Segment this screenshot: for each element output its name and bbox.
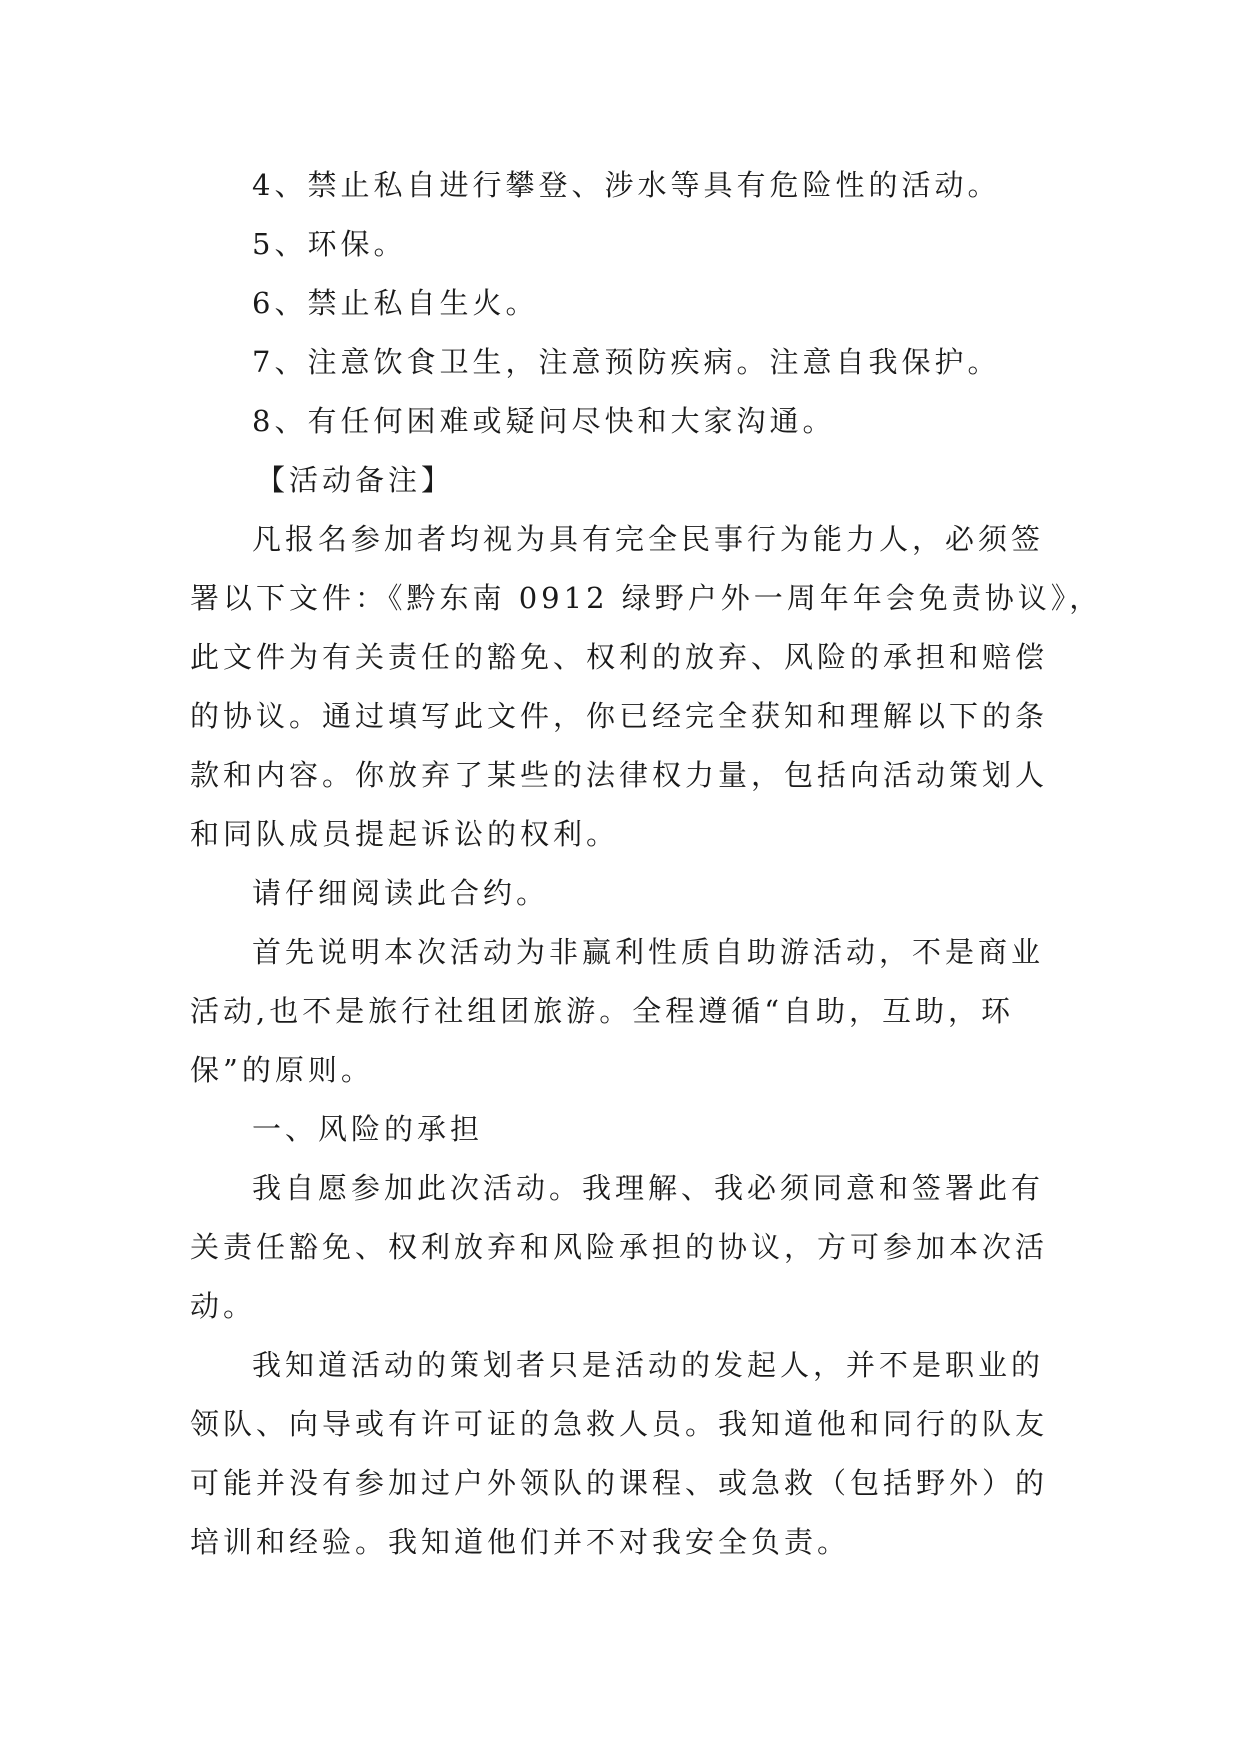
paragraph-line: 的协议。通过填写此文件，你已经完全获知和理解以下的条 (190, 699, 1049, 733)
rule-item-4: 4、禁止私自进行攀登、涉水等具有危险性的活动。 (252, 168, 1001, 202)
paragraph-line: 可能并没有参加过户外领队的课程、或急救（包括野外）的 (190, 1466, 1049, 1500)
paragraph-line: 领队、向导或有许可证的急救人员。我知道他和同行的队友 (190, 1407, 1049, 1441)
paragraph-line: 动。 (190, 1289, 257, 1323)
paragraph-line: 我自愿参加此次活动。我理解、我必须同意和签署此有 (252, 1171, 1045, 1205)
paragraph-line: 和同队成员提起诉讼的权利。 (190, 817, 620, 851)
paragraph-line: 凡报名参加者均视为具有完全民事行为能力人，必须签 (252, 522, 1045, 556)
rule-item-5: 5、环保。 (252, 227, 407, 261)
section-heading-activity-notes: 【活动备注】 (256, 463, 455, 497)
paragraph-line: 款和内容。你放弃了某些的法律权力量，包括向活动策划人 (190, 758, 1049, 792)
paragraph-line: 关责任豁免、权利放弃和风险承担的协议，方可参加本次活 (190, 1230, 1049, 1264)
paragraph-line: 活动,也不是旅行社组团旅游。全程遵循“自助，互助，环 (190, 994, 1015, 1028)
paragraph-line: 此文件为有关责任的豁免、权利的放弃、风险的承担和赔偿 (190, 640, 1049, 674)
section-heading-risk: 一、风险的承担 (252, 1112, 484, 1146)
paragraph-line: 首先说明本次活动为非赢利性质自助游活动，不是商业 (252, 935, 1045, 969)
paragraph-line: 培训和经验。我知道他们并不对我安全负责。 (190, 1525, 851, 1559)
paragraph-line: 请仔细阅读此合约。 (252, 876, 550, 910)
rule-item-6: 6、禁止私自生火。 (252, 286, 539, 320)
rule-item-8: 8、有任何困难或疑问尽快和大家沟通。 (252, 404, 836, 438)
paragraph-line: 保”的原则。 (190, 1053, 374, 1087)
rule-item-7: 7、注意饮食卫生，注意预防疾病。注意自我保护。 (252, 345, 1001, 379)
paragraph-line: 我知道活动的策划者只是活动的发起人，并不是职业的 (252, 1348, 1045, 1382)
paragraph-line: 署以下文件：《黔东南 0912 绿野户外一周年年会免责协议》， (190, 581, 1103, 615)
